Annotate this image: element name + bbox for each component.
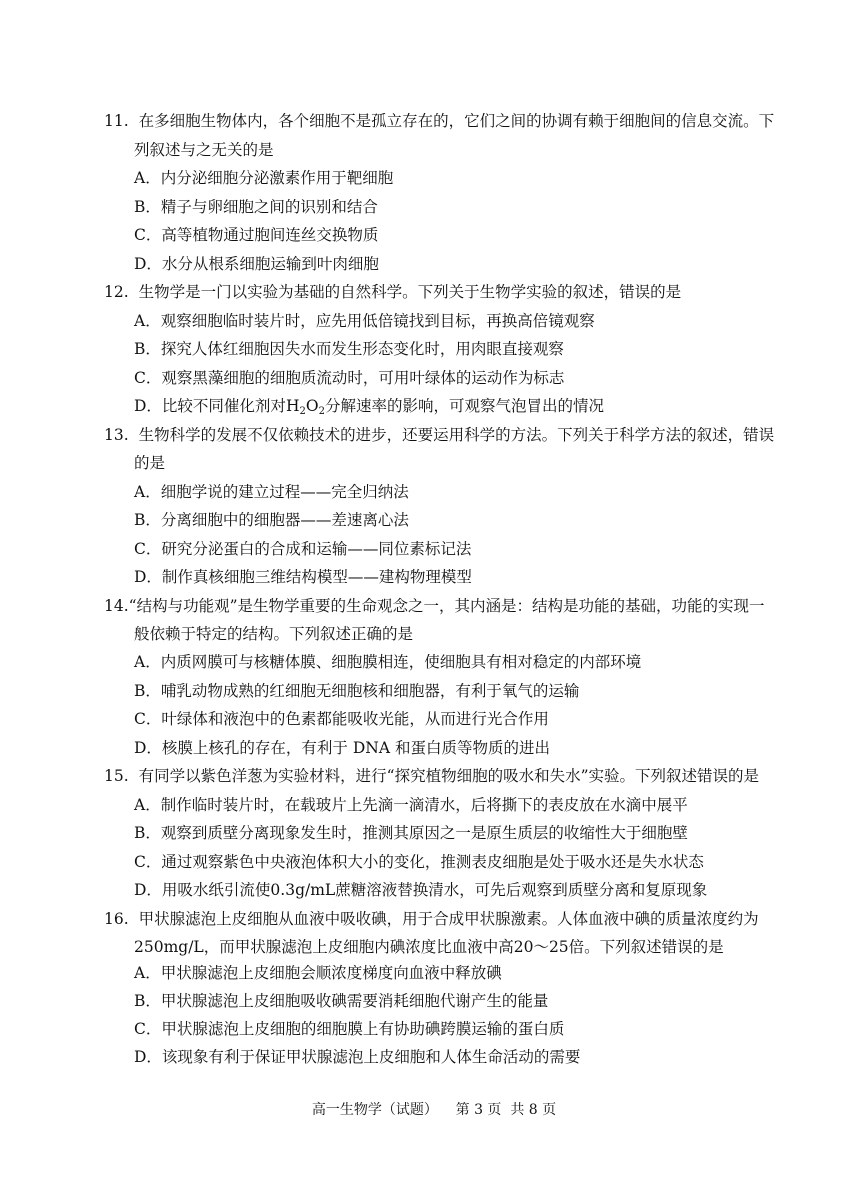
question-13-stem-text-1: 生物科学的发展不仅依赖技术的进步，还要运用科学的方法。下列关于科学方法的叙述，错误 [138, 426, 775, 444]
question-11-option-a: A．内分泌细胞分泌激素作用于靶细胞 [134, 169, 394, 187]
question-15-option-a: A．制作临时装片时，在载玻片上先滴一滴清水，后将撕下的表皮放在水滴中展平 [134, 796, 688, 814]
question-12-option-d-tail: 分解速率的影响，可观察气泡冒出的情况 [324, 397, 604, 415]
question-13-number: 13. [104, 426, 129, 444]
question-16-number: 16. [104, 910, 129, 928]
question-15-stem-line-1 [104, 766, 759, 786]
question-14-stem-line-2: 般依赖于特定的结构。下列叙述正确的是 [134, 625, 414, 643]
question-13-stem-line-2: 的是 [134, 454, 166, 472]
question-16-option-b: B．甲状腺滤泡上皮细胞吸收碘需要消耗细胞代谢产生的能量 [134, 992, 549, 1010]
question-14-stem-text-1: “结构与功能观”是生物学重要的生命观念之一，其内涵是：结构是功能的基础，功能的实现一 [128, 597, 765, 615]
question-11-option-b: B．精子与卵细胞之间的识别和结合 [134, 198, 378, 216]
h2o2-sub-2: 2 [318, 406, 325, 417]
question-13-option-c: C．研究分泌蛋白的合成和运输——同位素标记法 [134, 540, 472, 558]
question-11-option-c: C．高等植物通过胞间连丝交换物质 [134, 226, 379, 244]
question-14-stem-line-1 [104, 596, 765, 616]
question-15-option-d: D．用吸水纸引流使0.3g/mL蔗糖溶液替换清水，可先后观察到质壁分离和复原现象 [134, 881, 708, 899]
question-11-stem-line-2: 列叙述与之无关的是 [134, 141, 274, 159]
question-12-number: 12. [104, 283, 129, 301]
question-12-option-a: A．观察细胞临时装片时，应先用低倍镜找到目标，再换高倍镜观察 [134, 312, 595, 330]
question-15-option-b: B．观察到质壁分离现象发生时，推测其原因之一是原生质层的收缩性大于细胞壁 [134, 824, 688, 842]
question-14-option-c: C．叶绿体和液泡中的色素都能吸收光能，从而进行光合作用 [134, 710, 549, 728]
question-12-option-c: C．观察黑藻细胞的细胞质流动时，可用叶绿体的运动作为标志 [134, 369, 565, 387]
question-13-option-d: D．制作真核细胞三维结构模型——建构物理模型 [134, 568, 472, 586]
question-14-number: 14. [104, 597, 129, 615]
question-13-option-b: B．分离细胞中的细胞器——差速离心法 [134, 511, 409, 529]
question-11-stem-text-1: 在多细胞生物体内，各个细胞不是孤立存在的，它们之间的协调有赖于细胞间的信息交流。下 [138, 112, 775, 130]
question-16-option-a: A．甲状腺滤泡上皮细胞会顺浓度梯度向血液中释放碘 [134, 964, 502, 982]
question-12-stem-line-1 [104, 282, 681, 302]
question-13-option-a: A．细胞学说的建立过程——完全归纳法 [134, 483, 409, 501]
question-16-stem-text-1: 甲状腺滤泡上皮细胞从血液中吸收碘，用于合成甲状腺激素。人体血液中碘的质量浓度约为 [138, 910, 759, 928]
question-11-stem-line-1 [104, 111, 774, 131]
question-16-option-d: D．该现象有利于保证甲状腺滤泡上皮细胞和人体生命活动的需要 [134, 1048, 581, 1066]
question-12-option-d-head: D．比较不同催化剂对 [134, 397, 286, 415]
question-16-stem-line-2: 250mg/L，而甲状腺滤泡上皮细胞内碘浓度比血液中高20～25倍。下列叙述错误的是 [134, 938, 724, 956]
question-11-option-d: D．水分从根系细胞运输到叶肉细胞 [134, 255, 379, 273]
question-14-option-d: D．核膜上核孔的存在，有利于 DNA 和蛋白质等物质的进出 [134, 739, 550, 757]
question-12-stem-text-1: 生物学是一门以实验为基础的自然科学。下列关于生物学实验的叙述，错误的是 [138, 283, 682, 301]
page-footer: 高一生物学（试题） 第 3 页 共 8 页 [311, 1102, 557, 1118]
question-13-stem-line-1 [104, 425, 774, 445]
question-11-number: 11. [104, 112, 129, 130]
question-12-option-d [134, 396, 604, 422]
question-12-option-b: B．探究人体红细胞因失水而发生形态变化时，用肉眼直接观察 [134, 340, 564, 358]
h2o2-h: H [285, 397, 300, 415]
question-14-option-a: A．内质网膜可与核糖体膜、细胞膜相连，使细胞具有相对稳定的内部环境 [134, 653, 642, 671]
question-16-option-c: C．甲状腺滤泡上皮细胞的细胞膜上有协助碘跨膜运输的蛋白质 [134, 1020, 565, 1038]
h2o2-sub-1: 2 [299, 406, 306, 417]
question-16-stem-line-1 [104, 909, 759, 929]
h2o2-o: O [305, 397, 319, 415]
question-15-option-c: C．通过观察紫色中央液泡体积大小的变化，推测表皮细胞是处于吸水还是失水状态 [134, 853, 704, 871]
question-14-option-b: B．哺乳动物成熟的红细胞无细胞核和细胞器，有利于氧气的运输 [134, 682, 580, 700]
question-15-stem-text-1: 有同学以紫色洋葱为实验材料，进行“探究植物细胞的吸水和失水”实验。下列叙述错误的是 [138, 767, 760, 785]
question-15-number: 15. [104, 767, 129, 785]
